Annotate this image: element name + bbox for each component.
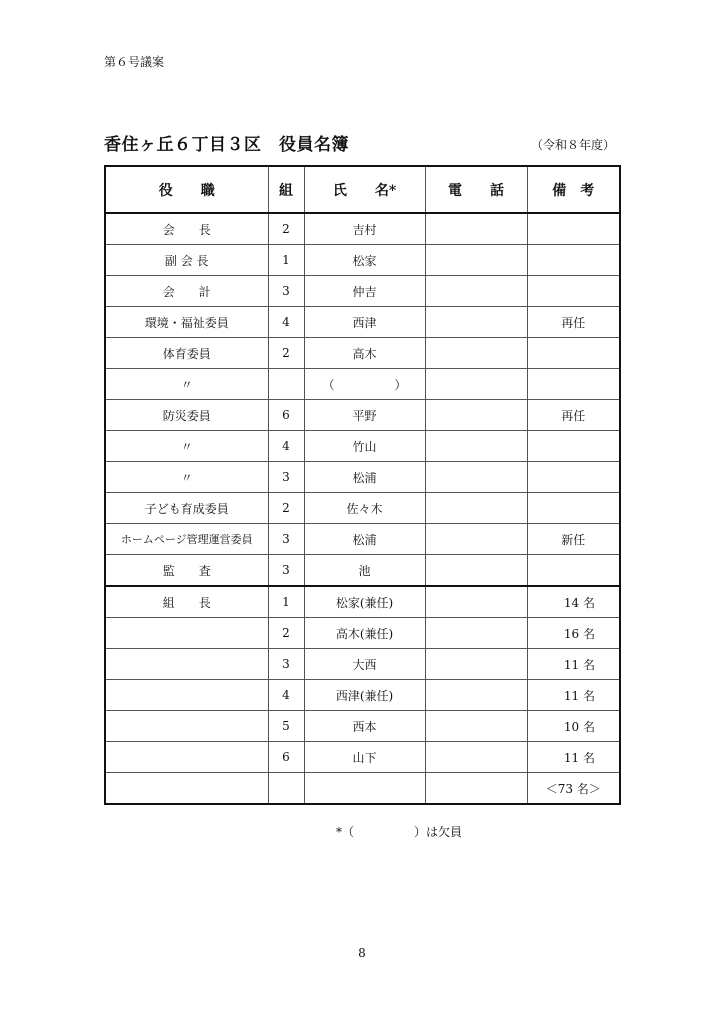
table-row — [105, 400, 620, 431]
officer-roster-table — [104, 165, 621, 805]
column-header-group: 組 — [268, 166, 304, 213]
cell-role: 組 長 — [105, 586, 268, 618]
cell-name: 西本 — [304, 711, 425, 742]
cell-group: 3 — [268, 524, 304, 555]
cell-group: 2 — [268, 213, 304, 245]
cell-name: 松浦 — [304, 524, 425, 555]
cell-name: 高木 — [304, 338, 425, 369]
table-row — [105, 711, 620, 742]
cell-role: 監 査 — [105, 555, 268, 587]
cell-remarks — [527, 555, 620, 587]
cell-remarks: 再任 — [527, 400, 620, 431]
cell-name: 平野 — [304, 400, 425, 431]
cell-role: 子ども育成委員 — [105, 493, 268, 524]
cell-name: 西津 — [304, 307, 425, 338]
cell-remarks — [527, 276, 620, 307]
cell-name: 吉村 — [304, 213, 425, 245]
table-header-row — [105, 166, 620, 213]
cell-name: 松家 — [304, 245, 425, 276]
cell-group: 3 — [268, 555, 304, 587]
cell-remarks: 新任 — [527, 524, 620, 555]
cell-role: 副 会 長 — [105, 245, 268, 276]
cell-role: ホームページ管理運営委員 — [105, 524, 268, 555]
cell-remarks — [527, 493, 620, 524]
cell-name: 竹山 — [304, 431, 425, 462]
cell-group: 2 — [268, 338, 304, 369]
table-row — [105, 245, 620, 276]
cell-remarks — [527, 213, 620, 245]
column-header-name: 氏 名* — [304, 166, 425, 213]
cell-role: 〃 — [105, 431, 268, 462]
table-row — [105, 276, 620, 307]
cell-phone — [425, 555, 527, 587]
cell-role: 防災委員 — [105, 400, 268, 431]
fiscal-year-label: （令和８年度） — [531, 138, 616, 152]
cell-phone — [425, 400, 527, 431]
cell-role — [105, 618, 268, 649]
cell-name: （ ） — [304, 369, 425, 400]
cell-group: 5 — [268, 711, 304, 742]
cell-name: 山下 — [304, 742, 425, 773]
cell-phone — [425, 586, 527, 618]
cell-name: 松家(兼任) — [304, 586, 425, 618]
cell-remarks: 再任 — [527, 307, 620, 338]
table-row — [105, 307, 620, 338]
cell-remarks — [527, 369, 620, 400]
cell-phone — [425, 307, 527, 338]
cell-group: 3 — [268, 276, 304, 307]
cell-group: 6 — [268, 742, 304, 773]
cell-phone — [425, 524, 527, 555]
cell-phone — [425, 649, 527, 680]
cell-remarks — [527, 245, 620, 276]
cell-role: 会 計 — [105, 276, 268, 307]
cell-group: 6 — [268, 400, 304, 431]
cell-role: 体育委員 — [105, 338, 268, 369]
cell-role: 〃 — [105, 369, 268, 400]
cell-name — [304, 773, 425, 805]
table-row — [105, 431, 620, 462]
cell-name: 仲吉 — [304, 276, 425, 307]
cell-remarks — [527, 462, 620, 493]
cell-remarks: 10 名 — [527, 711, 620, 742]
column-header-role: 役 職 — [105, 166, 268, 213]
cell-phone — [425, 680, 527, 711]
cell-role — [105, 649, 268, 680]
cell-phone — [425, 462, 527, 493]
table-row-total — [105, 773, 620, 805]
cell-group — [268, 369, 304, 400]
table-row — [105, 369, 620, 400]
table-row — [105, 586, 620, 618]
table-row — [105, 213, 620, 245]
cell-group: 4 — [268, 680, 304, 711]
cell-group — [268, 773, 304, 805]
cell-role — [105, 773, 268, 805]
cell-phone — [425, 213, 527, 245]
cell-group: 2 — [268, 618, 304, 649]
cell-remarks: 16 名 — [527, 618, 620, 649]
cell-role — [105, 680, 268, 711]
cell-role: 〃 — [105, 462, 268, 493]
cell-phone — [425, 245, 527, 276]
column-header-phone: 電 話 — [425, 166, 527, 213]
cell-phone — [425, 276, 527, 307]
cell-group: 3 — [268, 462, 304, 493]
cell-remarks: 11 名 — [527, 649, 620, 680]
cell-name: 高木(兼任) — [304, 618, 425, 649]
table-row — [105, 680, 620, 711]
agenda-number: 第６号議案 — [104, 55, 165, 69]
cell-group: 1 — [268, 245, 304, 276]
table-row — [105, 338, 620, 369]
vacancy-footnote: *（ ）は欠員 — [336, 825, 463, 839]
table-row — [105, 742, 620, 773]
cell-group: 4 — [268, 307, 304, 338]
cell-phone — [425, 618, 527, 649]
cell-name: 池 — [304, 555, 425, 587]
cell-role: 環境・福祉委員 — [105, 307, 268, 338]
cell-phone — [425, 493, 527, 524]
cell-group: 1 — [268, 586, 304, 618]
column-header-remarks: 備 考 — [527, 166, 620, 213]
cell-remarks: 14 名 — [527, 586, 620, 618]
cell-group: 4 — [268, 431, 304, 462]
cell-phone — [425, 338, 527, 369]
cell-phone — [425, 711, 527, 742]
table-row — [105, 462, 620, 493]
cell-remarks: 11 名 — [527, 680, 620, 711]
cell-total-members: ＜73 名＞ — [527, 773, 620, 805]
cell-phone — [425, 431, 527, 462]
page-number: 8 — [358, 946, 366, 960]
table-row — [105, 618, 620, 649]
page-title: 香住ヶ丘６丁目３区 役員名簿 — [104, 135, 349, 155]
cell-group: 3 — [268, 649, 304, 680]
cell-group: 2 — [268, 493, 304, 524]
cell-remarks — [527, 338, 620, 369]
cell-remarks: 11 名 — [527, 742, 620, 773]
cell-phone — [425, 773, 527, 805]
cell-name: 松浦 — [304, 462, 425, 493]
cell-role — [105, 742, 268, 773]
cell-role — [105, 711, 268, 742]
table-row — [105, 524, 620, 555]
table-row — [105, 555, 620, 587]
cell-name: 大西 — [304, 649, 425, 680]
cell-name: 佐々木 — [304, 493, 425, 524]
cell-phone — [425, 742, 527, 773]
cell-name: 西津(兼任) — [304, 680, 425, 711]
cell-phone — [425, 369, 527, 400]
table-row — [105, 649, 620, 680]
table-row — [105, 493, 620, 524]
cell-role: 会 長 — [105, 213, 268, 245]
cell-remarks — [527, 431, 620, 462]
